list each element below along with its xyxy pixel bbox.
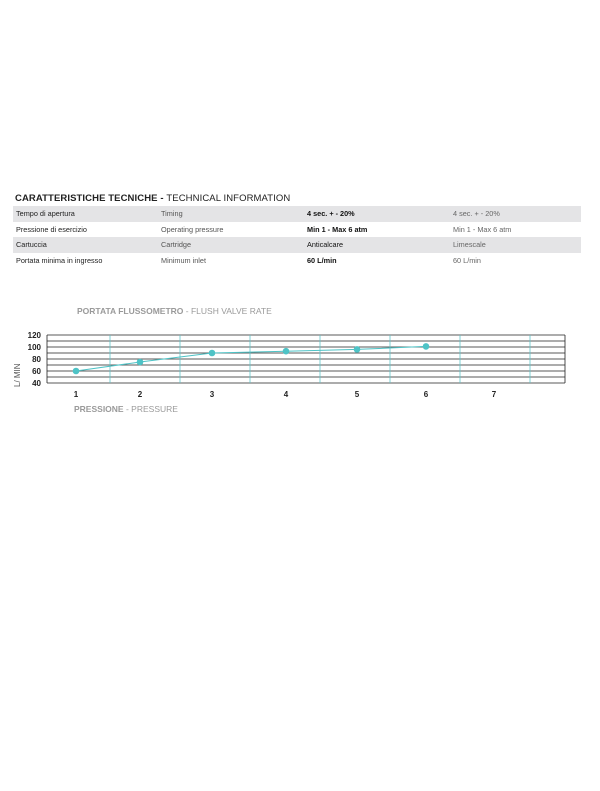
x-tick-label: 4 [283, 390, 289, 399]
spec-label-en: Timing [158, 206, 304, 222]
spec-row-pressure [13, 222, 581, 238]
y-tick-label: 120 [27, 331, 41, 340]
spec-label-it: Portata minima in ingresso [16, 255, 103, 265]
chart-title [77, 306, 272, 316]
section-title-italian: CARATTERISTICHE TECNICHE - [15, 193, 167, 204]
chart-grid [47, 335, 565, 383]
y-axis-label: L/ MIN [13, 363, 22, 387]
y-tick-label: 100 [27, 343, 41, 352]
spec-label-en: Minimum inlet [161, 255, 207, 265]
x-axis-ticks [74, 390, 497, 399]
section-title-english: TECHNICAL INFORMATION [166, 193, 291, 204]
spec-value-en: 60 L/min [453, 255, 481, 265]
spec-row-timing [13, 206, 581, 222]
x-axis-title-separator: - [123, 404, 132, 414]
chart-title-italian: PORTATA FLUSSOMETRO [77, 306, 184, 316]
x-tick-label: 3 [209, 390, 215, 399]
spec-label-en: Cartridge [158, 237, 304, 253]
data-point [423, 343, 430, 350]
spec-label-it: Tempo di apertura [13, 206, 158, 222]
section-title [15, 193, 290, 204]
x-tick-label: 7 [491, 390, 497, 399]
spec-value-en: Min 1 - Max 6 atm [453, 224, 512, 234]
spec-label-en: Operating pressure [161, 224, 224, 234]
spec-value-it: 4 sec. + - 20% [304, 206, 450, 222]
spec-value-en: 4 sec. + - 20% [450, 206, 581, 222]
spec-value-it: Min 1 - Max 6 atm [307, 224, 368, 234]
x-axis-title-italian: PRESSIONE [74, 404, 124, 414]
data-point [137, 359, 144, 366]
y-tick-label: 40 [32, 379, 41, 388]
spec-row-inlet [13, 253, 581, 269]
x-tick-label: 6 [423, 390, 429, 399]
x-tick-label: 1 [73, 390, 79, 399]
y-tick-label: 80 [32, 355, 41, 364]
y-tick-label: 60 [32, 367, 41, 376]
spec-label-it: Cartuccia [13, 237, 158, 253]
spec-value-en: Limescale [450, 237, 581, 253]
data-point [283, 348, 290, 355]
data-point [354, 346, 361, 353]
chart-title-english: FLUSH VALVE RATE [190, 306, 272, 316]
flow-rate-chart [0, 325, 600, 403]
data-point [209, 350, 216, 357]
spec-value-it: Anticalcare [304, 237, 450, 253]
y-axis-ticks [28, 331, 42, 388]
x-tick-label: 5 [354, 390, 360, 399]
data-point [73, 368, 80, 375]
x-axis-title-english: PRESSURE [131, 404, 178, 414]
x-tick-label: 2 [137, 390, 143, 399]
spec-label-it: Pressione di esercizio [16, 224, 87, 234]
spec-row-cartridge [13, 237, 581, 253]
x-axis-title [74, 404, 178, 414]
chart-title-separator: - [183, 306, 191, 316]
spec-table [13, 206, 581, 268]
spec-value-it: 60 L/min [307, 255, 337, 265]
